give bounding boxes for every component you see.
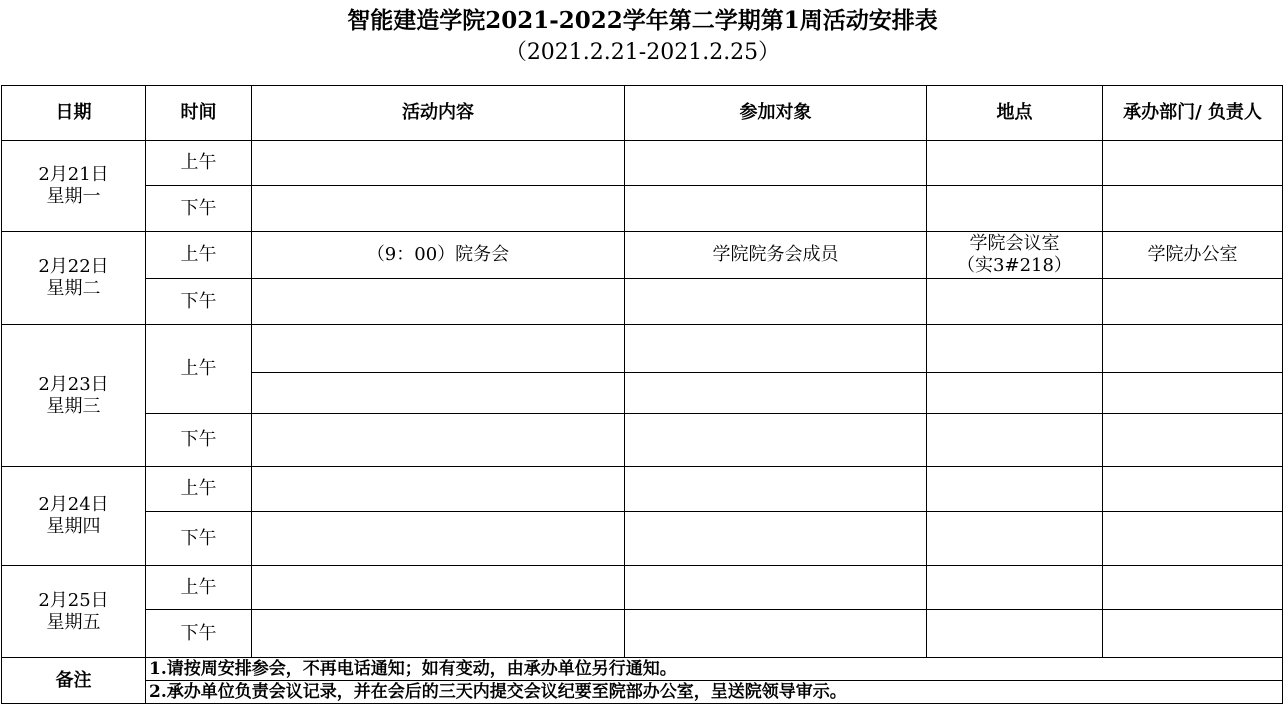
participants-cell — [625, 141, 927, 186]
location-cell — [927, 512, 1103, 566]
location-cell — [927, 467, 1103, 512]
location-cell — [927, 279, 1103, 325]
date-cell — [2, 566, 146, 658]
activity-cell: （9：00）院务会 — [252, 232, 625, 279]
date-label: 2月22日 — [38, 256, 109, 277]
header-location: 地点 — [927, 86, 1103, 141]
weekday-label: 星期二 — [46, 278, 101, 299]
time-cell: 下午 — [146, 186, 252, 232]
time-cell: 上午 — [146, 566, 252, 610]
organizer-cell — [1103, 279, 1283, 325]
table-row — [2, 141, 1283, 186]
activity-cell — [252, 467, 625, 512]
organizer-cell — [1103, 141, 1283, 186]
table-row — [2, 325, 1283, 373]
activity-cell — [252, 186, 625, 232]
participants-cell — [625, 467, 927, 512]
activity-cell — [252, 512, 625, 566]
participants-cell — [625, 279, 927, 325]
time-cell: 下午 — [146, 279, 252, 325]
weekday-label: 星期四 — [46, 516, 101, 537]
table-row — [2, 512, 1283, 566]
table-row — [2, 232, 1283, 279]
activity-cell — [252, 414, 625, 467]
activity-cell — [252, 279, 625, 325]
participants-cell — [625, 512, 927, 566]
location-cell — [927, 373, 1103, 414]
time-cell: 上午 — [146, 467, 252, 512]
location-cell — [927, 141, 1103, 186]
participants-cell — [625, 610, 927, 658]
organizer-cell: 学院办公室 — [1103, 232, 1283, 279]
notes-label: 备注 — [2, 658, 146, 704]
header-activity: 活动内容 — [252, 86, 625, 141]
header-participants: 参加对象 — [625, 86, 927, 141]
document-subtitle: （2021.2.21-2021.2.25） — [504, 40, 781, 65]
activity-cell — [252, 141, 625, 186]
organizer-cell — [1103, 512, 1283, 566]
date-cell — [2, 325, 146, 467]
table-row — [2, 279, 1283, 325]
header-time: 时间 — [146, 86, 252, 141]
note-line: 1.请按周安排参会，不再电话通知；如有变动，由承办单位另行通知。 — [146, 658, 1283, 681]
notes-row — [2, 658, 1283, 681]
time-cell: 上午 — [146, 232, 252, 279]
schedule-table — [1, 85, 1283, 704]
organizer-cell — [1103, 610, 1283, 658]
location-cell — [927, 325, 1103, 373]
date-cell — [2, 232, 146, 325]
date-cell — [2, 141, 146, 232]
organizer-cell — [1103, 467, 1283, 512]
date-label: 2月23日 — [38, 373, 109, 395]
location-cell — [927, 186, 1103, 232]
location-cell — [927, 232, 1103, 279]
weekday-label: 星期五 — [46, 611, 101, 633]
date-label: 2月21日 — [38, 164, 109, 185]
table-row — [2, 414, 1283, 467]
time-cell: 下午 — [146, 610, 252, 658]
header-date: 日期 — [2, 86, 146, 141]
activity-cell — [252, 325, 625, 373]
organizer-cell — [1103, 325, 1283, 373]
location-line: 学院会议室 — [969, 233, 1060, 254]
activity-cell — [252, 566, 625, 610]
location-cell — [927, 414, 1103, 467]
activity-cell — [252, 610, 625, 658]
organizer-cell — [1103, 186, 1283, 232]
location-cell — [927, 566, 1103, 610]
organizer-cell — [1103, 414, 1283, 467]
notes-row — [2, 681, 1283, 704]
document-title: 智能建造学院2021-2022学年第二学期第1周活动安排表 — [347, 7, 938, 34]
time-cell: 下午 — [146, 414, 252, 467]
header-organizer: 承办部门/ 负责人 — [1103, 86, 1283, 141]
participants-cell — [625, 414, 927, 467]
weekday-label: 星期三 — [46, 395, 101, 417]
table-row — [2, 186, 1283, 232]
table-row — [2, 467, 1283, 512]
participants-cell: 学院院务会成员 — [625, 232, 927, 279]
location-cell — [927, 610, 1103, 658]
time-cell: 上午 — [146, 325, 252, 414]
participants-cell — [625, 373, 927, 414]
location-line: （实3#218） — [957, 255, 1072, 276]
weekday-label: 星期一 — [46, 186, 101, 207]
header-row — [2, 86, 1283, 141]
date-cell — [2, 467, 146, 566]
organizer-cell — [1103, 373, 1283, 414]
participants-cell — [625, 325, 927, 373]
time-cell: 上午 — [146, 141, 252, 186]
date-label: 2月24日 — [38, 494, 109, 515]
organizer-cell — [1103, 566, 1283, 610]
time-cell: 下午 — [146, 512, 252, 566]
note-line: 2.承办单位负责会议记录，并在会后的三天内提交会议纪要至院部办公室，呈送院领导审示。 — [146, 681, 1283, 704]
table-row — [2, 566, 1283, 610]
participants-cell — [625, 186, 927, 232]
table-row — [2, 610, 1283, 658]
participants-cell — [625, 566, 927, 610]
date-label: 2月25日 — [38, 589, 109, 611]
activity-cell — [252, 373, 625, 414]
